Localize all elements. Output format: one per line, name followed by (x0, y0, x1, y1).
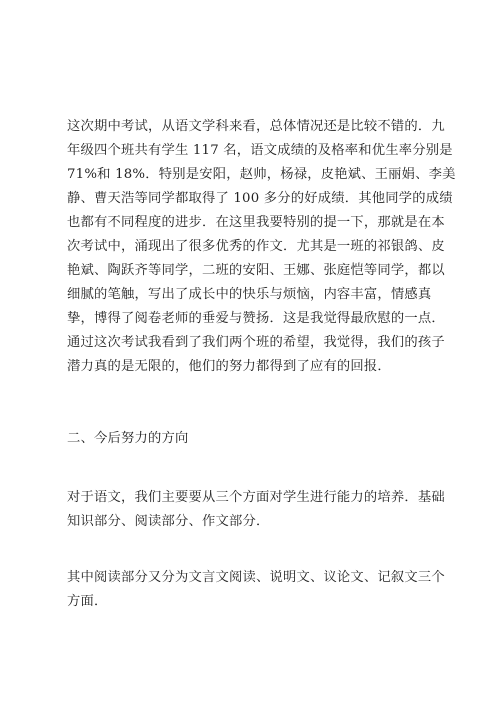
paragraph-1-line-1: 这次期中考试，从语文学科来看，总体情况还是比较不错的．九 (67, 119, 445, 134)
paragraph-1-line-11: 潜力真的是无限的，他们的努力都得到了应有的回报． (67, 359, 391, 374)
paragraph-1-line-6: 次考试中，涌现出了很多优秀的作文．尤其是一班的祁银鸽、皮 (67, 239, 445, 254)
paragraph-3-line-1: 其中阅读部分又分为文言文阅读、说明文、议论文、记叙文三个 (67, 570, 445, 585)
paragraph-1-line-8: 细腻的笔触，写出了成长中的快乐与烦恼，内容丰富，情感真 (67, 287, 432, 302)
paragraph-1-line-3: 71%和 18%．特别是安阳，赵帅，杨禄，皮艳斌、王丽娟、李美 (67, 167, 456, 182)
paragraph-1-line-4: 静、曹天浩等同学都取得了 100 多分的好成绩．其他同学的成绩 (67, 191, 453, 206)
paragraph-3-line-2: 方面． (67, 594, 108, 609)
section-heading-2: 二、今后努力的方向 (67, 431, 189, 446)
paragraph-1-line-10: 通过这次考试我看到了我们两个班的希望，我觉得，我们的孩子 (67, 335, 445, 350)
paragraph-1-line-9: 挚，博得了阅卷老师的垂爱与赞扬．这是我觉得最欣慰的一点． (67, 311, 445, 326)
paragraph-1-line-2: 年级四个班共有学生 117 名，语文成绩的及格率和优生率分别是 (67, 143, 453, 158)
paragraph-1-line-7: 艳斌、陶跃齐等同学，二班的安阳、王娜、张庭恺等同学，都以 (67, 263, 445, 278)
paragraph-2-line-1: 对于语文，我们主要要从三个方面对学生进行能力的培养．基础 (67, 490, 445, 505)
paragraph-1-line-5: 也都有不同程度的进步．在这里我要特别的提一下，那就是在本 (67, 215, 445, 230)
paragraph-2-line-2: 知识部分、阅读部分、作文部分． (67, 514, 270, 529)
